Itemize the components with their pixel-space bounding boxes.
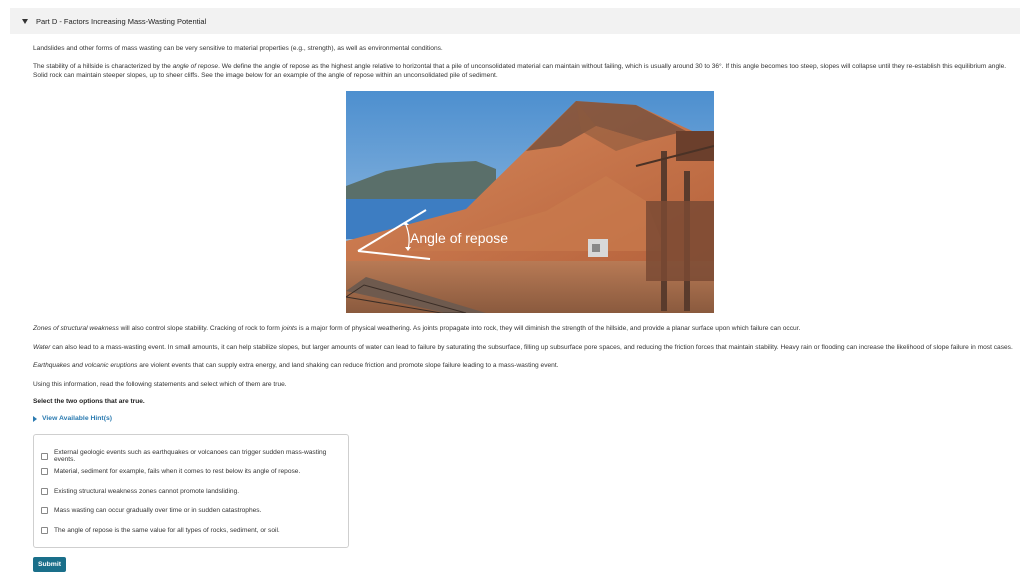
option-label[interactable]: Mass wasting can occur gradually over time or in sudden catastrophes. [54, 507, 262, 514]
checkbox-icon[interactable] [41, 527, 48, 534]
angle-of-repose-photo [346, 91, 714, 313]
hint-label[interactable]: View Available Hint(s) [42, 415, 113, 422]
options-list [33, 434, 349, 548]
checkbox-icon[interactable] [41, 468, 48, 475]
option-1[interactable] [41, 449, 348, 463]
term-angle-of-repose: angle of repose [172, 63, 219, 70]
option-label[interactable]: Existing structural weakness zones cannot promote landsliding. [54, 488, 240, 495]
text-span: The stability of a hillside is characterized by the [33, 63, 173, 70]
text-span: will also control slope stability. Cracking of rock to form [118, 325, 282, 332]
option-label[interactable]: External geologic events such as earthquakes or volcanoes can trigger sudden mass-wasting events. [54, 449, 327, 463]
body-paragraph-water [33, 343, 1018, 352]
term-structural-weakness: Zones of structural weakness [33, 325, 119, 332]
part-title: Part D - Factors Increasing Mass-Wasting Potential [36, 16, 207, 26]
intro-paragraph-2 [33, 62, 1018, 80]
option-3[interactable] [41, 488, 239, 495]
view-hints-link[interactable] [33, 415, 112, 422]
checkbox-icon[interactable] [41, 488, 48, 495]
checkbox-icon[interactable] [41, 507, 48, 514]
option-5[interactable] [41, 527, 280, 534]
term-joints: joints [281, 325, 298, 332]
text-span: is a major form of physical weathering. As joints propagate into rock, they will diminish the strength of the hillside, and provide a planar surface upon which failure can occur. [297, 325, 801, 332]
body-paragraph-structural-weakness [33, 324, 1018, 333]
text-span: are violent events that can supply extra energy, and land shaking can reduce friction and promote slope failure leading to a mass-wasting event. [137, 362, 559, 369]
intro-paragraph-1: Landslides and other forms of mass wasting can be very sensitive to material properties (e.g., strength), as well as environmental conditions. [33, 45, 443, 52]
option-label[interactable]: Material, sediment for example, fails when it comes to rest below its angle of repose. [54, 468, 301, 475]
option-2[interactable] [41, 468, 300, 475]
checkbox-icon[interactable] [41, 453, 48, 460]
caret-right-icon[interactable] [33, 416, 37, 422]
figure-label: Angle of repose [410, 230, 509, 246]
caret-down-icon[interactable] [22, 19, 28, 24]
part-d-header[interactable] [10, 8, 1020, 34]
term-water: Water [33, 344, 51, 351]
term-earthquakes: Earthquakes and volcanic eruptions [33, 362, 138, 369]
instruction-text: Using this information, read the following statements and select which of them are true. [33, 381, 287, 388]
option-4[interactable] [41, 507, 261, 514]
text-span: can also lead to a mass-wasting event. In small amounts, it can help stabilize slopes, but larger amounts of water can lead to failure by saturating the subsurface, filling up subsurface pore spaces, and reducing the friction forces that maintain stability. Heavy rain or flooding can increase the likelihood of slope failure in most cases. [50, 344, 1013, 351]
text-span: . We define the angle of repose as the highest angle relative to horizontal that a pile of unconsolidated material can maintain without failing, which is usually around 30 to 36°. If this angle becomes too steep, slopes will collapse until they re-establish this equilibrium angle. Solid rock can maintain steeper slopes, up to sheer cliffs. See the image below for an example of the angle of repose within an unconsolidated pile of sediment. [33, 63, 1007, 79]
submit-button[interactable]: Submit [33, 557, 66, 572]
body-paragraph-earthquakes [33, 361, 1018, 370]
option-label[interactable]: The angle of repose is the same value for all types of rocks, sediment, or soil. [54, 527, 280, 534]
select-instruction: Select the two options that are true. [33, 398, 145, 405]
